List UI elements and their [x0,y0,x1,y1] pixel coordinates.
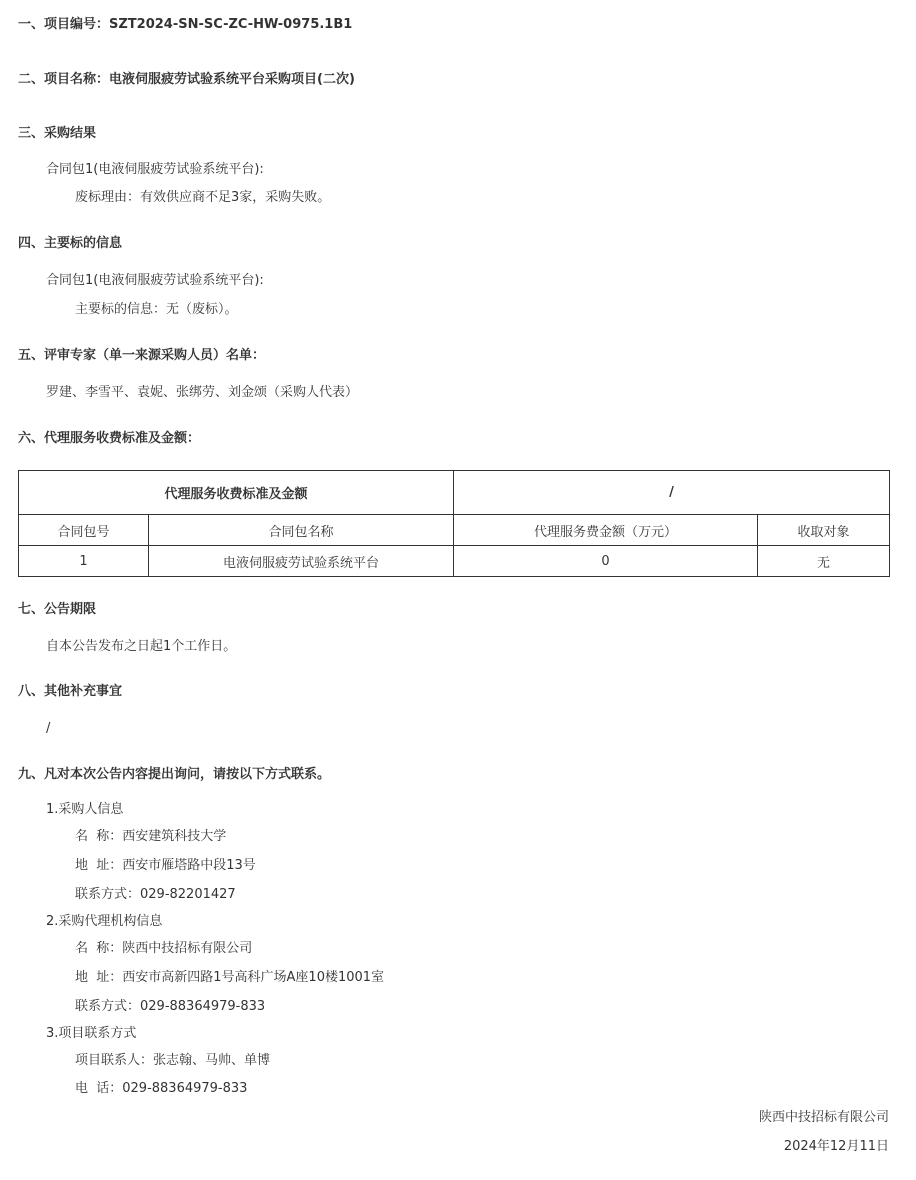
notice-period-text: 自本公告发布之日起1个工作日。 [46,639,237,654]
subject-info: 主要标的信息：无（废标）。 [75,302,238,317]
buyer-address: 地 址：西安市雁塔路中段13号 [75,858,256,873]
footer-company: 陕西中技招标有限公司 [758,1110,889,1125]
cell-package-name: 电液伺服疲劳试验系统平台 [149,546,454,577]
project-phone: 电 话：029-88364979-833 [75,1081,248,1096]
buyer-phone: 联系方式：029-82201427 [75,887,236,902]
agency-name: 名 称：陕西中技招标有限公司 [75,941,253,956]
agency-fee-heading: 六、代理服务收费标准及金额： [18,431,201,446]
procurement-result-heading: 三、采购结果 [18,126,97,141]
table-row [19,471,890,515]
agency-phone: 联系方式：029-88364979-833 [75,999,266,1014]
agency-info-title: 2.采购代理机构信息 [46,914,163,929]
table-row [19,546,890,577]
other-matters-text: / [46,721,51,736]
buyer-name: 名 称：西安建筑科技大学 [75,829,227,844]
project-contact-persons: 项目联系人：张志翰、马帅、单博 [75,1053,271,1068]
result-package: 合同包1(电液伺服疲劳试验系统平台): [46,162,264,177]
project-name-label: 二、项目名称： [18,72,110,87]
cell-package-no: 1 [19,546,149,577]
subject-package: 合同包1(电液伺服疲劳试验系统平台): [46,273,264,288]
project-number-value: SZT2024-SN-SC-ZC-HW-0975.1B1 [109,17,353,32]
header-fee-amount: 代理服务费金额（万元） [454,515,758,546]
cell-fee-amount: 0 [454,546,758,577]
project-name-value: 电液伺服疲劳试验系统平台采购项目(二次) [109,72,355,87]
project-contact-title: 3.项目联系方式 [46,1026,137,1041]
cell-fee-payer: 无 [758,546,890,577]
contact-heading: 九、凡对本次公告内容提出询问，请按以下方式联系。 [18,767,331,782]
header-package-name: 合同包名称 [149,515,454,546]
agency-address: 地 址：西安市高新四路1号高科广场A座10楼1001室 [75,970,385,985]
main-subject-heading: 四、主要标的信息 [18,236,123,251]
agency-fee-table [18,470,890,577]
fee-standard-label: 代理服务收费标准及金额 [19,471,454,515]
expert-names: 罗建、李雪平、袁妮、张绑劳、刘金颂（采购人代表） [46,385,359,400]
header-fee-payer: 收取对象 [758,515,890,546]
header-package-no: 合同包号 [19,515,149,546]
project-name [18,71,355,89]
fee-standard-value: / [454,471,890,515]
other-matters-heading: 八、其他补充事宜 [18,684,123,699]
project-number-label: 一、项目编号： [18,17,110,32]
footer-date: 2024年12月11日 [783,1139,889,1154]
table-header-row [19,515,890,546]
buyer-info-title: 1.采购人信息 [46,802,124,817]
project-number [18,16,352,34]
notice-period-heading: 七、公告期限 [18,602,97,617]
expert-list-heading: 五、评审专家（单一来源采购人员）名单： [18,348,266,363]
result-reason: 废标理由：有效供应商不足3家，采购失败。 [75,190,331,205]
